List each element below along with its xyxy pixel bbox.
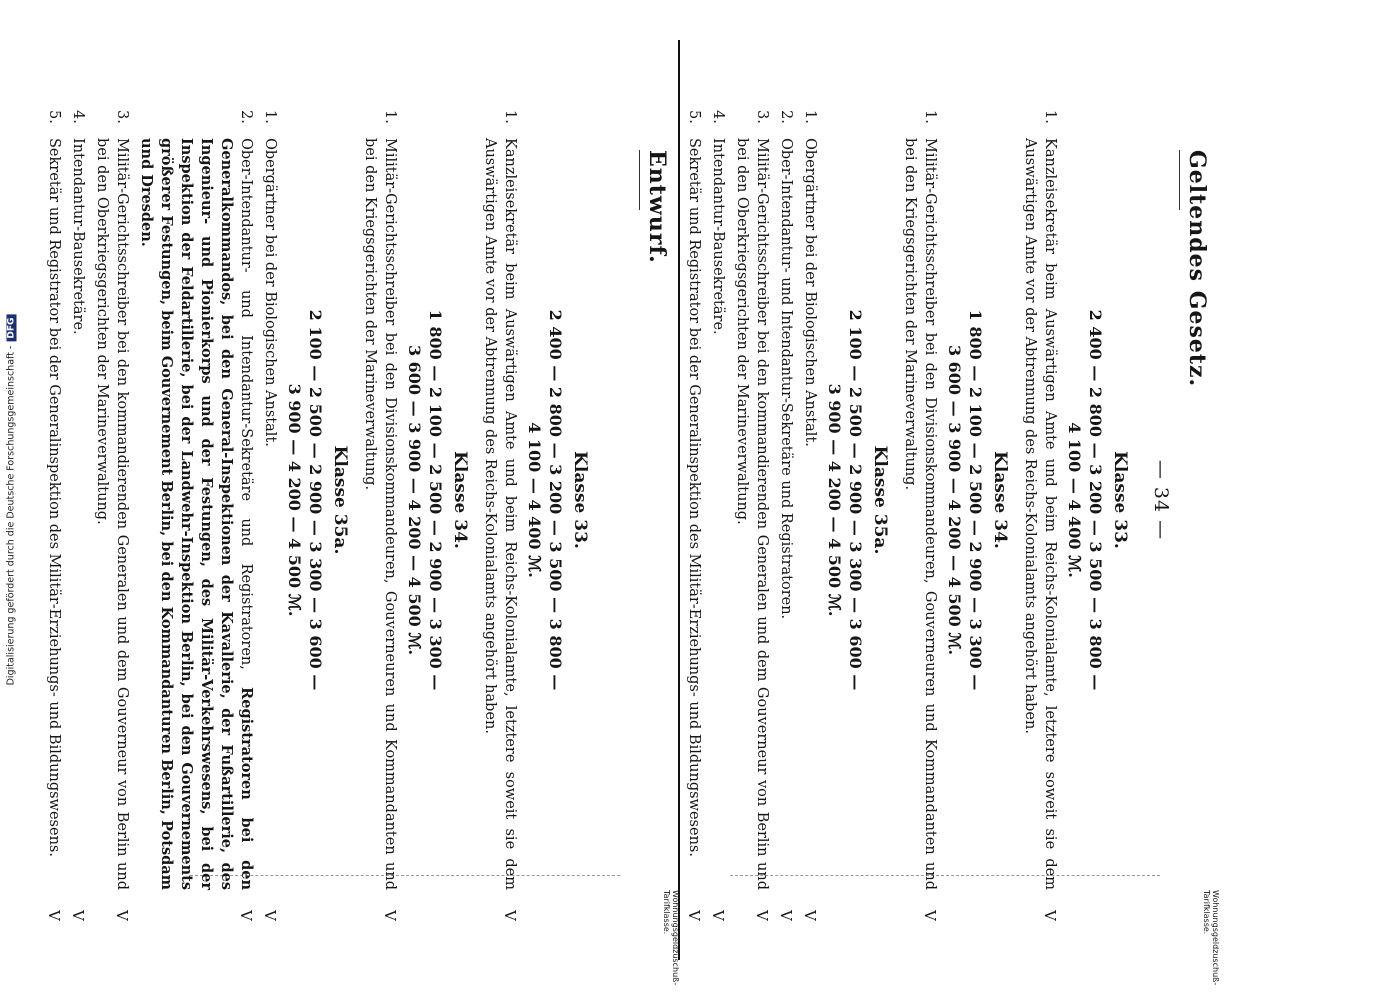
column-body — [44, 110, 600, 921]
list-item — [260, 110, 280, 921]
list-item — [1020, 110, 1060, 921]
tariff-class-header: Wohnungsgeldzuschuß-Tarifklasse. — [1202, 890, 1220, 986]
item-number: 3. — [114, 110, 130, 124]
list-item — [900, 110, 940, 921]
klasse-heading: Klasse 33. — [570, 451, 590, 549]
item-number: 1. — [262, 110, 278, 124]
item-number: 5. — [686, 110, 702, 124]
tariff-class-mark: V — [753, 910, 771, 921]
item-text-plain: Intendantur-Bausekretäre. — [70, 138, 86, 335]
item-text — [800, 138, 820, 890]
item-text — [900, 138, 940, 890]
tariff-class-mark: V — [261, 910, 279, 921]
salary-line: 4 100 — 4 400 ℳ. — [525, 422, 544, 578]
title-underline — [1179, 150, 1180, 210]
item-text — [136, 138, 256, 890]
item-number: 5. — [46, 110, 62, 124]
dfg-logo: DFG — [7, 315, 17, 342]
salary-line: 2 100 — 2 500 — 2 900 — 3 300 — 3 600 — — [846, 309, 865, 691]
list-item — [360, 110, 400, 921]
item-text-plain: Militär-Gerichtsschreiber bei den Divisionskommandeuren, Gouverneuren und Kommandanten und bei den Kriegsgerichten der Marineverwaltung. — [902, 138, 938, 890]
item-number: 1. — [502, 110, 518, 124]
list-item — [776, 110, 796, 921]
tariff-class-mark: V — [45, 910, 63, 921]
tariff-class-mark: V — [685, 910, 703, 921]
item-text — [480, 138, 520, 890]
item-text — [92, 138, 132, 890]
salary-line: 4 100 — 4 400 ℳ. — [1065, 422, 1084, 578]
item-number: 3. — [754, 110, 770, 124]
item-text — [260, 138, 280, 890]
klasse-heading: Klasse 35a. — [330, 445, 350, 555]
digitization-credit — [0, 0, 22, 1000]
salary-line: 2 400 — 2 800 — 3 200 — 3 500 — 3 800 — — [546, 309, 565, 691]
item-text — [360, 138, 400, 890]
klasse-heading: Klasse 35a. — [870, 445, 890, 555]
salary-line: 3 900 — 4 200 — 4 500 ℳ. — [285, 383, 304, 617]
item-text-plain: Ober-Intendantur- und Intendantur-Sekretäre und Registratoren, — [238, 138, 254, 670]
item-text-plain: Militär-Gerichtsschreiber bei den Divisionskommandeuren, Gouverneuren und Kommandanten und bei den Kriegsgerichten der Marineverwaltung. — [362, 138, 398, 890]
list-item — [800, 110, 820, 921]
item-number: 2. — [238, 110, 254, 124]
klasse-heading: Klasse 34. — [990, 451, 1010, 549]
column-title: Geltendes Gesetz. — [1184, 150, 1210, 388]
tariff-class-mark: V — [113, 910, 131, 921]
current-law-column — [680, 0, 1220, 1000]
item-number: 1. — [922, 110, 938, 124]
item-text — [1020, 138, 1060, 890]
item-number: 1. — [1042, 110, 1058, 124]
credit-text: Digitalisierung gefördert durch die Deutsche Forschungsgemeinschaft - — [5, 345, 17, 686]
item-text — [708, 138, 728, 890]
list-item — [708, 110, 728, 921]
list-item — [92, 110, 132, 921]
item-number: 1. — [382, 110, 398, 124]
salary-line: 3 600 — 3 900 — 4 200 — 4 500 ℳ. — [405, 344, 424, 656]
list-item — [44, 110, 64, 921]
tariff-class-mark: V — [709, 910, 727, 921]
item-text-plain: Intendantur-Bausekretäre. — [710, 138, 726, 335]
salary-line: 1 800 — 2 100 — 2 500 — 2 900 — 3 300 — — [426, 309, 445, 691]
item-text — [68, 138, 88, 890]
klasse-heading: Klasse 33. — [1110, 451, 1130, 549]
tariff-class-mark: V — [1041, 910, 1059, 921]
item-text-plain: Kanzleisekretär beim Auswärtigen Amte und beim Reichs-Kolonialamte, letztere soweit sie dem Auswärtigen Amte vor der Abtrennung des Reichs-Kolonialamts angehört haben. — [482, 138, 518, 890]
list-item — [68, 110, 88, 921]
item-text — [684, 138, 704, 890]
column-header-area — [1176, 0, 1220, 1000]
tariff-class-mark: V — [381, 910, 399, 921]
item-text-plain: Militär-Gerichtsschreiber bei den kommandierenden Generalen und dem Gouverneur von Berlin und bei den Oberkriegsgerichten der Marineverwaltung. — [94, 138, 130, 890]
tariff-class-mark: V — [801, 910, 819, 921]
item-number: 4. — [710, 110, 726, 124]
list-item — [732, 110, 772, 921]
salary-line: 3 900 — 4 200 — 4 500 ℳ. — [825, 383, 844, 617]
salary-line: 2 400 — 2 800 — 3 200 — 3 500 — 3 800 — — [1086, 309, 1105, 691]
list-item — [480, 110, 520, 921]
tariff-class-mark: V — [237, 910, 255, 921]
list-item — [684, 110, 704, 921]
draft-column — [45, 0, 680, 1000]
item-text — [732, 138, 772, 890]
page-number: — 34 — — [1150, 459, 1172, 541]
tariff-class-header: Wohnungsgeldzuschuß-Tarifklasse. — [662, 890, 680, 986]
tariff-class-mark: V — [69, 910, 87, 921]
salary-line: 1 800 — 2 100 — 2 500 — 2 900 — 3 300 — — [966, 309, 985, 691]
klasse-heading: Klasse 34. — [450, 451, 470, 549]
item-number: 4. — [70, 110, 86, 124]
item-text-added: Registratoren bei den Generalkommandos, bei den General-Inspektionen der Kavallerie, der Fußartillerie, des Ingenieur- und Pionierkorps und der Festungen, des Militär-Verkehrswesens, bei der Inspektion der Feldartillerie, bei der Landwehr-Inspektion Berlin, bei den Gouvernements größerer Festungen, beim Gouvernement Berlin, bei den Kommandanturen Berlin, Potsdam und Dresden. — [138, 138, 255, 890]
item-text-plain: Sekretär und Registrator bei der Generalinspektion des Militär-Erziehungs- und Bildungswesens. — [686, 138, 702, 857]
tariff-class-mark: V — [777, 910, 795, 921]
salary-line: 2 100 — 2 500 — 2 900 — 3 300 — 3 600 — — [306, 309, 325, 691]
item-text — [44, 138, 64, 890]
document-page — [45, 0, 1220, 1000]
item-text-plain: Ober-Intendantur- und Intendantur-Sekretäre und Registratoren. — [778, 138, 794, 620]
item-text-plain: Kanzleisekretär beim Auswärtigen Amte und beim Reichs-Kolonialamte, letztere soweit sie dem Auswärtigen Amte vor der Abtrennung des Reichs-Kolonialamts angehört haben. — [1022, 138, 1058, 890]
item-text-plain: Obergärtner bei der Biologischen Anstalt. — [802, 138, 818, 447]
column-header-area — [636, 0, 680, 1000]
item-text-plain: Militär-Gerichtsschreiber bei den kommandierenden Generalen und dem Gouverneur von Berlin und bei den Oberkriegsgerichten der Marineverwaltung. — [734, 138, 770, 890]
title-underline — [639, 150, 640, 210]
tariff-class-mark: V — [501, 910, 519, 921]
item-text — [776, 138, 796, 890]
item-text-plain: Obergärtner bei der Biologischen Anstalt. — [262, 138, 278, 447]
column-title: Entwurf. — [644, 150, 670, 264]
salary-line: 3 600 — 3 900 — 4 200 — 4 500 ℳ. — [945, 344, 964, 656]
item-number: 1. — [802, 110, 818, 124]
item-number: 2. — [778, 110, 794, 124]
tariff-class-mark: V — [921, 910, 939, 921]
column-body — [684, 110, 1140, 921]
item-text-plain: Sekretär und Registrator bei der Generalinspektion des Militär-Erziehungs- und Bildungswesens. — [46, 138, 62, 857]
list-item — [136, 110, 256, 921]
